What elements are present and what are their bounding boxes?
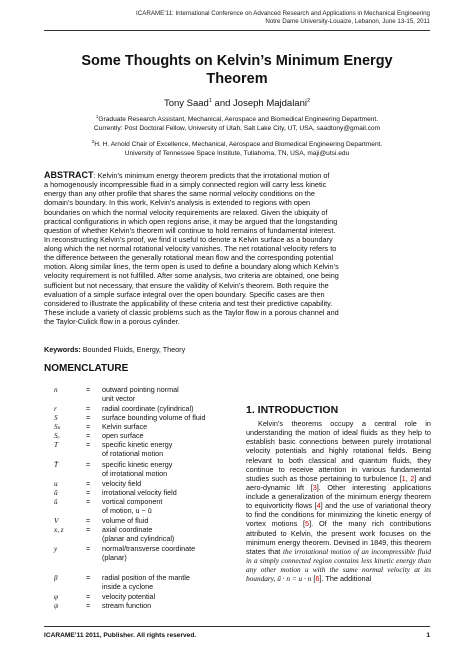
nomenclature-definition-line: radial coordinate (cylindrical) [102,404,194,413]
nomenclature-definition-line: specific kinetic energy [102,460,173,469]
nomenclature-symbol: V [54,517,59,525]
introduction-text: ] and aero-dynamic lift [ [246,473,431,492]
introduction-heading: 1. INTRODUCTION [246,404,339,416]
header-line-1: ICARAME’11: International Conference on Advanced Research and Applications in Mechanical Engineering [136,10,430,17]
nomenclature-definition-line: irrotational velocity field [102,488,177,497]
affiliation-text: University of Tennessee Space Institute, Tullahoma, TN, USA, maji@utsi.edu [124,150,350,157]
nomenclature-definition-line: stream function [102,601,152,610]
nomenclature-definition [102,602,252,611]
nomenclature-definition-line: specific kinetic energy [102,440,173,449]
nomenclature-definition-line: radial position of the mantle [102,573,190,582]
nomenclature-definition-line: outward pointing normal [102,385,179,394]
nomenclature-symbol: φ [54,593,58,601]
abstract-line: the Taylor-Culick flow in a porous cylinder. [44,317,180,326]
nomenclature-definition-line: of rotational motion [102,448,164,458]
conference-header [136,10,430,26]
nomenclature-equals: = [86,544,91,553]
nomenclature-equals: = [86,404,91,413]
nomenclature-definition [102,526,252,543]
abstract-line: motion. Along similar lines, the term open is used to define a boundary along which Kelvin’s [44,262,339,272]
affiliation-text: H. H. Arnold Chair of Excellence, Mechanical, Aerospace and Biomedical Engineering Department. [94,141,383,149]
theorem-statement: the irrotational motion of an incompressible fluid in a simply connected region contains less kinetic energy than any other motion u with the same normal velocity at its boundary, ū · n = u · n [246,546,431,584]
nomenclature-definition-line: (planar) [102,552,127,562]
keywords-label: Keywords: [44,345,81,354]
page-number: 1 [426,632,430,639]
nomenclature-definition-line: (planar and cylindrical) [102,533,175,543]
abstract-line: along which the net normal rotational velocity vanishes. The net rotational velocity refers to [44,244,337,253]
author-1-sup: 1 [208,98,212,104]
nomenclature-definition-line: axial coordinate [102,525,153,534]
affiliation-sup: 1 [95,114,99,119]
abstract-line: question of whether Kelvin’s theorem will continue to hold remains of fundamental interest. [44,225,336,235]
title-line-1: Some Thoughts on Kelvin’s Minimum Energy [81,53,393,69]
nomenclature-equals: = [86,431,91,440]
nomenclature-symbol: Sₖ [54,423,61,431]
header-line-2: Notre Dame University-Louaize, Lebanon, June 13-15, 2011 [265,18,430,25]
abstract [44,171,430,326]
nomenclature-symbol: β [54,574,58,582]
nomenclature-definition-line: velocity field [102,479,142,488]
affiliation-text: Currently: Post Doctoral Fellow, University of Utah, Salt Lake City, UT, USA, saadtony@gmail.com [93,125,381,132]
nomenclature-symbol: r [54,405,57,413]
abstract-line: energy than any other profile that shares the same normal velocity conditions on the [44,189,315,199]
nomenclature-definition-line: surface bounding volume of fluid [102,413,206,422]
nomenclature-definition [102,574,252,591]
nomenclature-symbol: x, z [54,526,64,534]
introduction-text: [ [311,574,316,584]
nomenclature-equals: = [86,601,91,610]
nomenclature-equals: = [86,488,91,497]
nomenclature-equals: = [86,525,91,534]
affiliation-4 [44,149,430,160]
nomenclature-definition [102,441,252,458]
introduction-text: ] and the use of variational theory to find the conditions for minimizing the kinetic energy of vortex motions [ [246,501,431,529]
nomenclature-equals: = [86,422,91,431]
nomenclature-equals: = [86,592,91,601]
abstract-line: These include a variety of classic problems such as the Taylor flow in a porous channel and [44,307,339,317]
nomenclature-equals: = [86,460,91,469]
introduction-paragraph [246,419,431,583]
abstract-line: boundaries on which the normal velocity requirements are relaxed. Given the ubiquity of [44,207,328,217]
introduction-text: ]. The additional [319,574,372,584]
nomenclature-definition [102,498,252,515]
paper-title [44,52,430,88]
affiliation-sup: 2 [91,139,95,144]
nomenclature-symbol: û [54,498,58,506]
nomenclature-title: NOMENCLATURE [44,363,129,374]
introduction-body [246,419,431,583]
nomenclature-definition-line: of motion, u − ū [102,505,152,515]
nomenclature-definition-line: open surface [102,431,144,440]
abstract-line: evaluation of a simple surface integral over the open boundary. Specific cases are then [44,289,325,299]
nomenclature-definition [102,386,252,403]
nomenclature-symbol: y [54,545,58,553]
nomenclature-symbol: T̄ [54,461,58,469]
nomenclature-equals: = [86,497,91,506]
nomenclature-definition [102,461,252,478]
citation-link[interactable]: 3 [312,482,317,492]
keywords [44,345,185,354]
abstract-line: sufficient but not necessary, that ensure the validity of Kelvin’s theorem. Both require the [44,280,329,290]
nomenclature-definition-line: vortical component [102,497,163,506]
header-rule [44,30,430,31]
nomenclature-symbol: Sₒ [54,432,60,440]
introduction-text: Kelvin’s theorems occupy a central role in understanding the motion of ideal fluids as they help to establish basic connections between purely irrotational velocity potentials and highly rotational fields. Being relevant to both classical and quantum fluids, they continue to receive attention in various fundamental studies such as those pertaining to turbulence [ [246,419,431,483]
abstract-line: velocity requirement is not fulfilled. After some analysis, two criteria are obtained, one being [44,271,339,281]
footer-rule [44,626,430,627]
abstract-text: Kelvin’s minimum energy theorem predicts that the irrotational motion of [97,171,330,180]
nomenclature-equals: = [86,385,91,394]
introduction-text: , [405,473,411,483]
nomenclature-equals: = [86,573,91,582]
nomenclature-equals: = [86,440,91,449]
abstract-line: In reconstructing Kelvin’s proof, we find it useful to denote a Kelvin surface as a boundary [44,234,333,244]
footer-copyright: ICARAME’11 2011, Publisher. All rights reserved. [44,632,197,639]
nomenclature-definition-line: Kelvin surface [102,422,148,431]
citation-link[interactable]: 6 [315,574,320,584]
affiliation-2 [44,124,430,135]
nomenclature-equals: = [86,413,91,422]
nomenclature-definition-line: velocity potential [102,592,156,601]
nomenclature-definition [102,545,252,562]
author-2: Joseph Majdalani [233,98,307,110]
introduction-text: ]. Of the many rich contributions attributed to Kelvin, the present work focuses on the minimum energy theorem. Devised in 1849, this theorem states that [246,519,431,556]
abstract-line: a homogenously incompressible fluid in a simply connected region will carry less kinetic [44,180,327,190]
citation-link[interactable]: 2 [410,473,415,483]
citation-link[interactable]: 1 [401,473,406,483]
author-line [44,98,430,109]
nomenclature-symbol: T [54,441,58,449]
abstract-line: considered to illustrate the applicability of these criteria and test their predictive capability. [44,298,333,308]
nomenclature-definition-line: inside a cyclone [102,581,154,591]
author-connector: and [211,98,234,110]
citation-link[interactable]: 4 [316,501,321,511]
abstract-line: practical configurations in which open regions arise, it may be argued that the longstanding [44,216,338,226]
nomenclature-definition-line: unit vector [102,393,136,403]
nomenclature-equals: = [86,516,91,525]
keywords-text: Bounded Fluids, Energy, Theory [80,345,186,354]
nomenclature-symbol: n [54,386,58,394]
nomenclature-definition-line: of irrotational motion [102,468,168,478]
citation-link[interactable]: 5 [305,519,310,529]
abstract-line: domain’s boundary. In this work, Kelvin’s analysis is extended to regions with open [44,198,311,208]
abstract-label: ABSTRACT [44,170,94,180]
abstract-line: ABSTRACT: Kelvin’s minimum energy theorem predicts that the irrotational motion of [44,170,330,180]
author-1: Tony Saad [163,98,209,110]
title-line-2: Theorem [206,71,268,87]
nomenclature-symbol: ū [54,489,58,497]
introduction-text: ]. Other interesting applications include a generalization of the minimum energy theorem to equivorticity flows [ [246,482,431,511]
nomenclature-definition-line: normal/transverse coordinate [102,544,196,553]
nomenclature-symbol: u [54,480,58,488]
affiliation-text: Graduate Research Assistant, Mechanical, Aerospace and Biomedical Engineering Department. [98,116,379,124]
nomenclature-equals: = [86,479,91,488]
nomenclature-definition-line: volume of fluid [102,516,149,525]
nomenclature-symbol: ψ [54,602,59,610]
author-2-sup: 2 [306,98,311,104]
abstract-line: the difference between the generally rotational mean flow and the corresponding potential [44,253,334,263]
nomenclature-symbol: S [54,414,58,422]
